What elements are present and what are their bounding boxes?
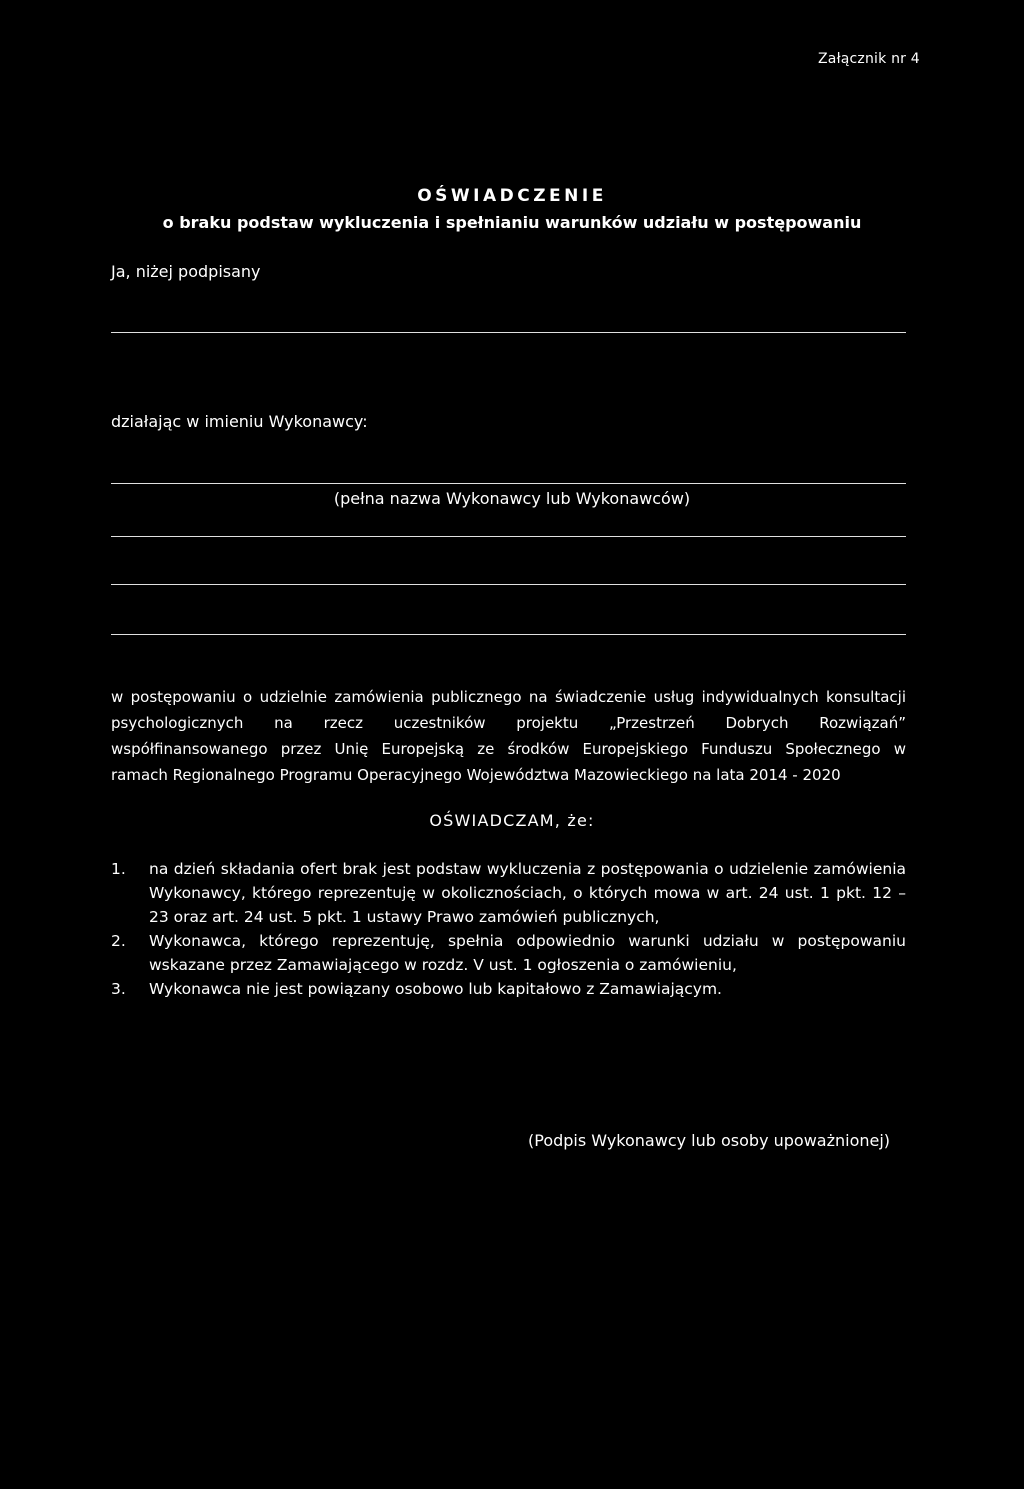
contractor-name-caption: (pełna nazwa Wykonawcy lub Wykonawców) xyxy=(333,489,691,508)
list-item-text: Wykonawca nie jest powiązany osobowo lub kapitałowo z Zamawiającym. xyxy=(149,980,722,998)
contractor-address-line-1[interactable] xyxy=(111,536,906,537)
contractor-address-line-3[interactable] xyxy=(111,634,906,635)
signatory-intro: Ja, niżej podpisany xyxy=(111,262,261,281)
procurement-line: psychologicznych na rzecz uczestników projektu „Przestrzeń Dobrych Rozwiązań” xyxy=(111,714,906,732)
acting-on-behalf-label: działając w imieniu Wykonawcy: xyxy=(111,412,368,431)
list-item xyxy=(111,977,906,1001)
contractor-address-line-2[interactable] xyxy=(111,584,906,585)
list-item xyxy=(111,857,906,929)
list-item-number: 3. xyxy=(111,980,126,998)
signature-caption: (Podpis Wykonawcy lub osoby upoważnionej) xyxy=(528,1131,891,1150)
procurement-line: współfinansowanego przez Unię Europejską ze środków Europejskiego Funduszu Społecznego w xyxy=(111,740,906,758)
statements-list xyxy=(111,857,906,1001)
document-title: OŚWIADCZENIE xyxy=(417,186,607,206)
contractor-name-line[interactable] xyxy=(111,483,906,484)
procurement-line: ramach Regionalnego Programu Operacyjnego Województwa Mazowieckiego na lata 2014 - 2020 xyxy=(111,766,841,784)
list-item-text: Wykonawca, którego reprezentuję, spełnia odpowiednio warunki udziału w postępowaniu wskazane przez Zamawiającego w rozdz. V ust. 1 ogłoszenia o zamówieniu, xyxy=(149,932,906,974)
list-item-number: 2. xyxy=(111,932,126,950)
attachment-label: Załącznik nr 4 xyxy=(818,51,920,67)
list-item-text: na dzień składania ofert brak jest podstaw wykluczenia z postępowania o udzielenie zamówienia Wykonawcy, którego reprezentuję w okolicznościach, o których mowa w art. 24 ust. 1 pkt. 12 – 23 oraz art. 24 ust. 5 pkt. 1 ustawy Prawo zamówień publicznych, xyxy=(149,860,906,926)
signatory-name-line[interactable] xyxy=(111,332,906,333)
declaration-heading: OŚWIADCZAM, że: xyxy=(429,811,595,830)
procurement-description xyxy=(111,684,906,788)
procurement-line: w postępowaniu o udzielnie zamówienia publicznego na świadczenie usług indywidualnych konsultacji xyxy=(111,688,906,706)
list-item-number: 1. xyxy=(111,860,126,878)
list-item xyxy=(111,929,906,977)
document-subtitle: o braku podstaw wykluczenia i spełnianiu warunków udziału w postępowaniu xyxy=(162,213,862,232)
